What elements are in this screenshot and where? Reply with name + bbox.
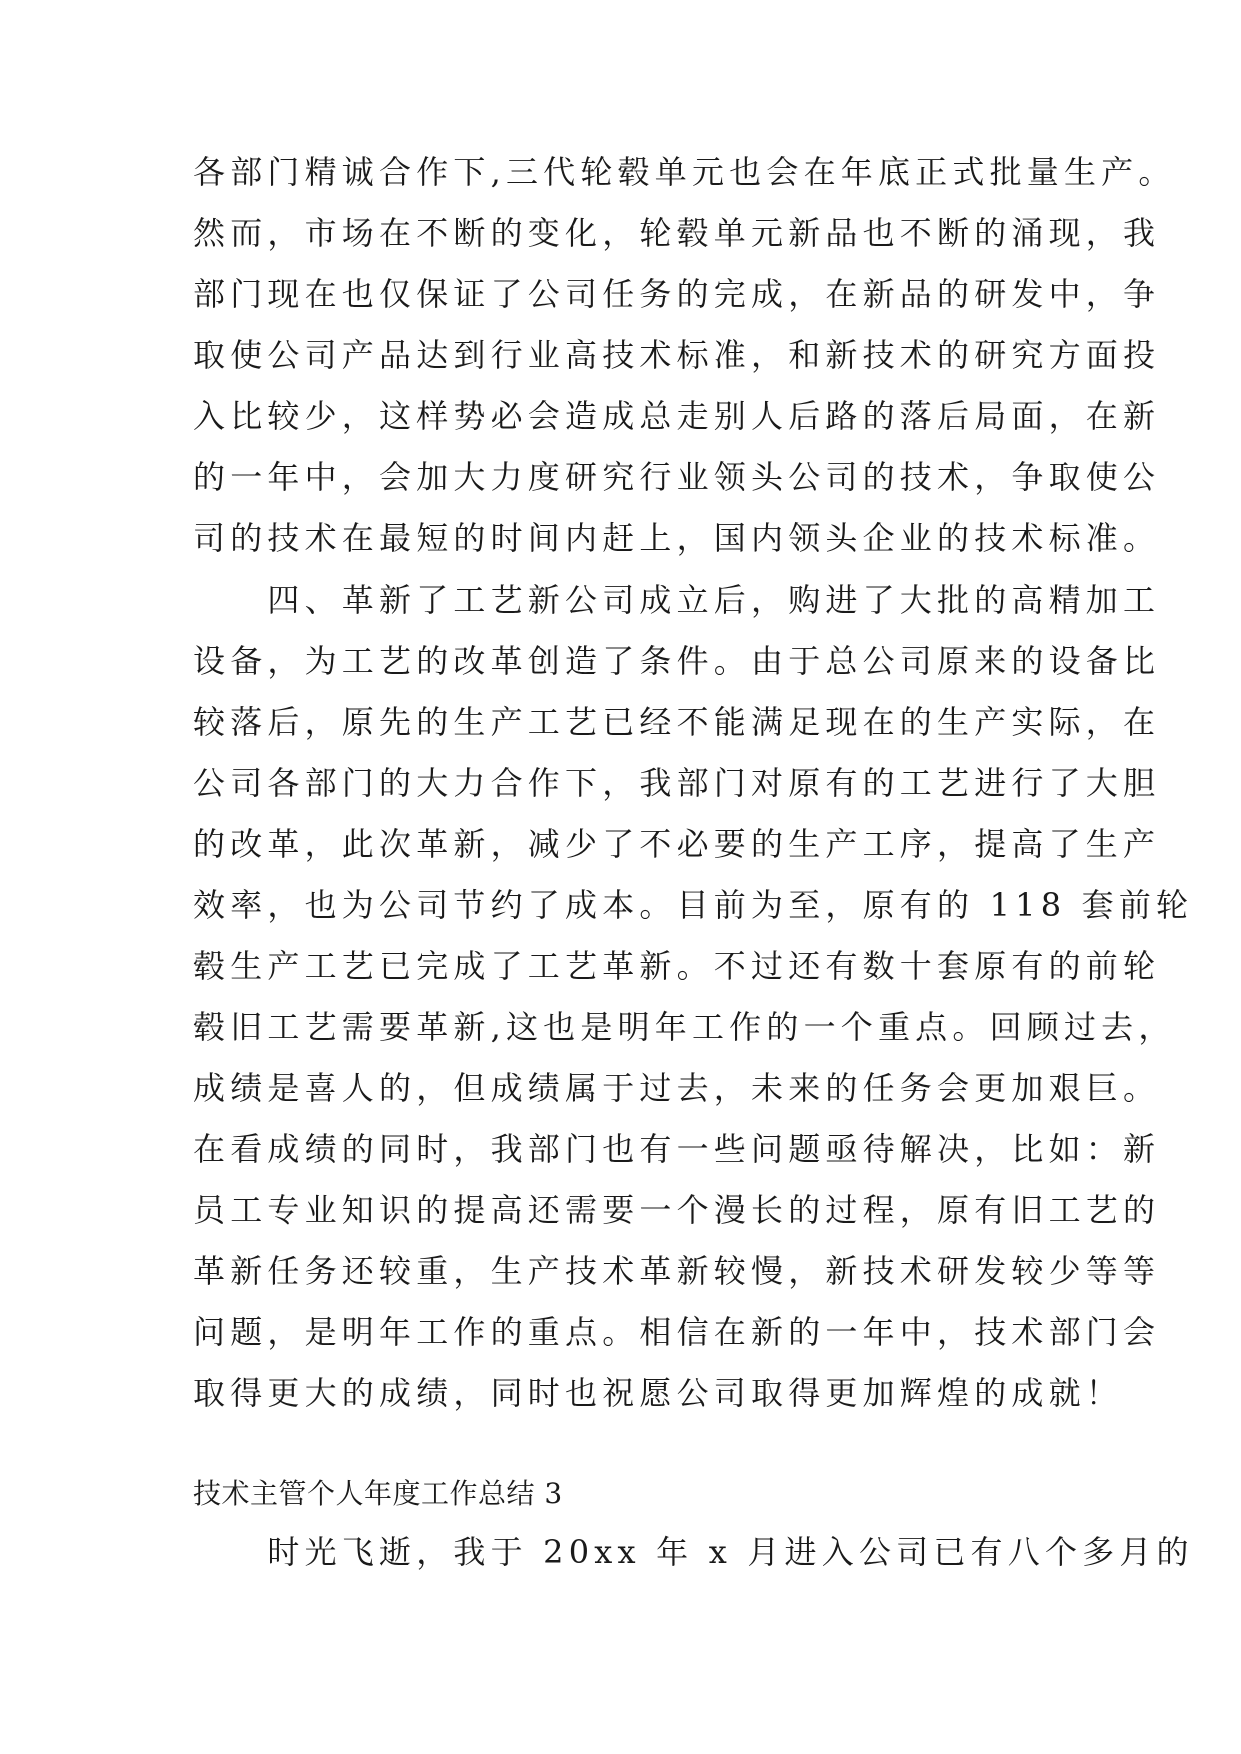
text-line: 的一年中，会加大力度研究行业领头公司的技术，争取使公 (193, 458, 1161, 496)
text-line: 取使公司产品达到行业高技术标准，和新技术的研究方面投 (193, 336, 1161, 374)
text-line: 四、革新了工艺新公司成立后，购进了大批的高精加工 (193, 581, 1161, 619)
text-line: 员工专业知识的提高还需要一个漫长的过程，原有旧工艺的 (193, 1191, 1161, 1229)
text-line: 革新任务还较重，生产技术革新较慢，新技术研发较少等等 (193, 1252, 1161, 1290)
section-title: 技术主管个人年度工作总结 3 (193, 1477, 563, 1510)
text-line: 在看成绩的同时，我部门也有一些问题亟待解决，比如：新 (193, 1130, 1161, 1168)
text-line: 成绩是喜人的，但成绩属于过去，未来的任务会更加艰巨。 (193, 1069, 1161, 1107)
text-line: 毂旧工艺需要革新,这也是明年工作的一个重点。回顾过去， (193, 1008, 1176, 1046)
text-line: 然而，市场在不断的变化，轮毂单元新品也不断的涌现，我 (193, 214, 1161, 252)
text-line: 公司各部门的大力合作下，我部门对原有的工艺进行了大胆 (193, 764, 1161, 802)
text-line: 各部门精诚合作下,三代轮毂单元也会在年底正式批量生产。 (193, 153, 1176, 191)
text-line: 时光飞逝，我于 20xx 年 x 月进入公司已有八个多月的 (193, 1533, 1194, 1571)
text-line: 部门现在也仅保证了公司任务的完成，在新品的研发中，争 (193, 275, 1161, 313)
text-line: 毂生产工艺已完成了工艺革新。不过还有数十套原有的前轮 (193, 947, 1161, 985)
text-line: 的改革，此次革新，减少了不必要的生产工序，提高了生产 (193, 825, 1161, 863)
text-line: 设备，为工艺的改革创造了条件。由于总公司原来的设备比 (193, 642, 1161, 680)
text-line: 较落后，原先的生产工艺已经不能满足现在的生产实际，在 (193, 703, 1161, 741)
text-line: 问题，是明年工作的重点。相信在新的一年中，技术部门会 (193, 1313, 1161, 1351)
text-line: 司的技术在最短的时间内赶上，国内领头企业的技术标准。 (193, 519, 1161, 557)
text-line: 效率，也为公司节约了成本。目前为至，原有的 118 套前轮 (193, 886, 1194, 924)
text-line: 取得更大的成绩，同时也祝愿公司取得更加辉煌的成就！ (193, 1374, 1124, 1412)
text-line: 入比较少，这样势必会造成总走别人后路的落后局面，在新 (193, 397, 1161, 435)
